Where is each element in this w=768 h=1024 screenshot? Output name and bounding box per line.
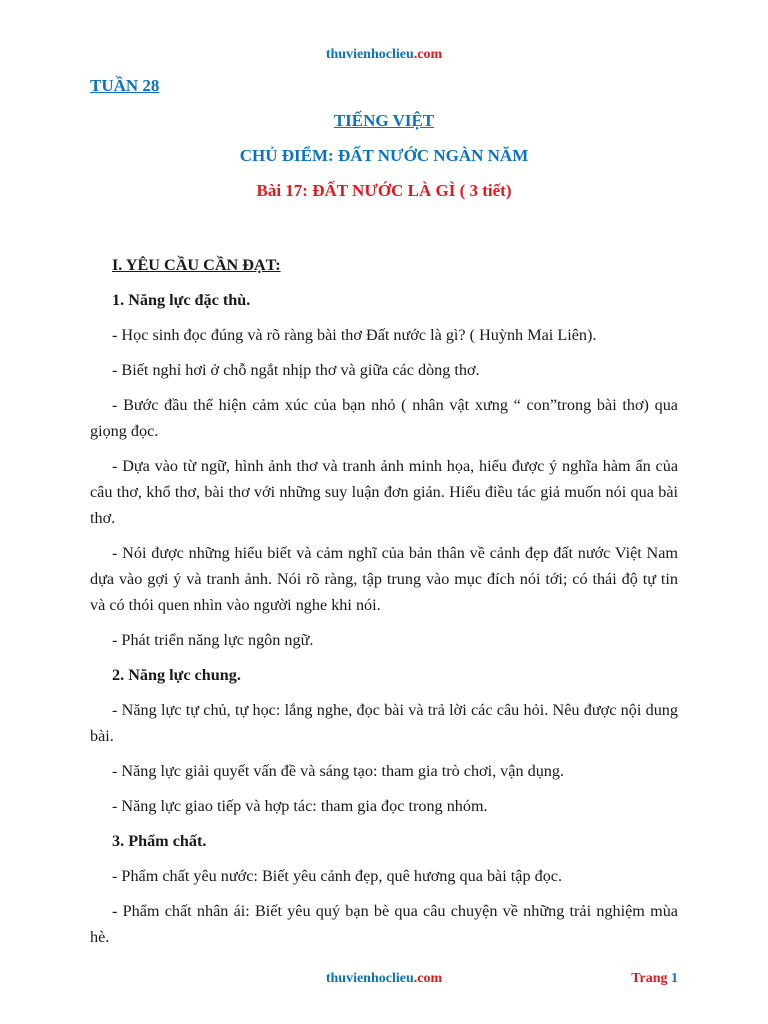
subheading-specific-competence: 1. Năng lực đặc thù.: [112, 291, 251, 309]
paragraph: - Năng lực giao tiếp và hợp tác: tham gia đọc trong nhóm.: [112, 797, 488, 815]
footer-site-name: thuvienhoclieu: [325, 971, 414, 986]
paragraph: - Dựa vào từ ngữ, hình ảnh thơ và tranh ảnh minh họa, hiểu được ý nghĩa hàm ẩn của câu thơ, khổ thơ, bài thơ với những suy luận đơn giản. Hiểu điều tác giả muốn nói qua bài thơ.: [90, 457, 678, 527]
lesson-title: Bài 17: ĐẤT NƯỚC LÀ GÌ ( 3 tiết): [256, 181, 512, 200]
week-label: TUẦN 28: [90, 76, 160, 95]
paragraph: - Năng lực tự chủ, tự học: lắng nghe, đọc bài và trả lời các câu hỏi. Nêu được nội dung bài.: [90, 701, 678, 745]
paragraph: - Bước đầu thể hiện cảm xúc của bạn nhỏ ( nhân vật xưng “ con”trong bài thơ) qua giọng đọc.: [90, 396, 678, 440]
theme-title: CHỦ ĐIỂM: ĐẤT NƯỚC NGÀN NĂM: [239, 146, 529, 165]
site-header: [0, 47, 768, 63]
section-heading-requirements: I. YÊU CẦU CẦN ĐẠT:: [112, 256, 281, 274]
paragraph: - Biết nghỉ hơi ở chỗ ngắt nhịp thơ và giữa các dòng thơ.: [112, 361, 480, 379]
paragraph: - Phẩm chất yêu nước: Biết yêu cảnh đẹp, quê hương qua bài tập đọc.: [112, 867, 563, 885]
paragraph: - Phát triển năng lực ngôn ngữ.: [112, 631, 314, 649]
page-number-value: 1: [671, 971, 678, 986]
subheading-qualities: 3. Phẩm chất.: [112, 832, 207, 850]
paragraph: - Nói được những hiểu biết và cảm nghĩ của bản thân về cảnh đẹp đất nước Việt Nam dựa vào gợi ý và tranh ảnh. Nói rõ ràng, tập trung vào mục đích nói tới; có thái độ tự tin và có thói quen nhìn vào người nghe khi nói.: [90, 544, 678, 614]
site-header-name: thuvienhoclieu: [325, 47, 414, 62]
page-label: Trang: [631, 971, 668, 986]
footer-site-domain: .com: [413, 971, 443, 986]
paragraph: - Học sinh đọc đúng và rõ ràng bài thơ Đất nước là gì? ( Huỳnh Mai Liên).: [112, 326, 597, 344]
subheading-general-competence: 2. Năng lực chung.: [112, 666, 241, 684]
document-body: [90, 252, 678, 959]
paragraph: - Năng lực giải quyết vấn đề và sáng tạo: tham gia trò chơi, vận dụng.: [112, 762, 565, 780]
site-header-domain: .com: [413, 47, 443, 62]
page-number: [631, 971, 678, 987]
paragraph: - Phẩm chất nhân ái: Biết yêu quý bạn bè qua câu chuyện về những trải nghiệm mùa hè.: [90, 902, 678, 946]
subject-title: TIẾNG VIỆT: [333, 111, 435, 130]
